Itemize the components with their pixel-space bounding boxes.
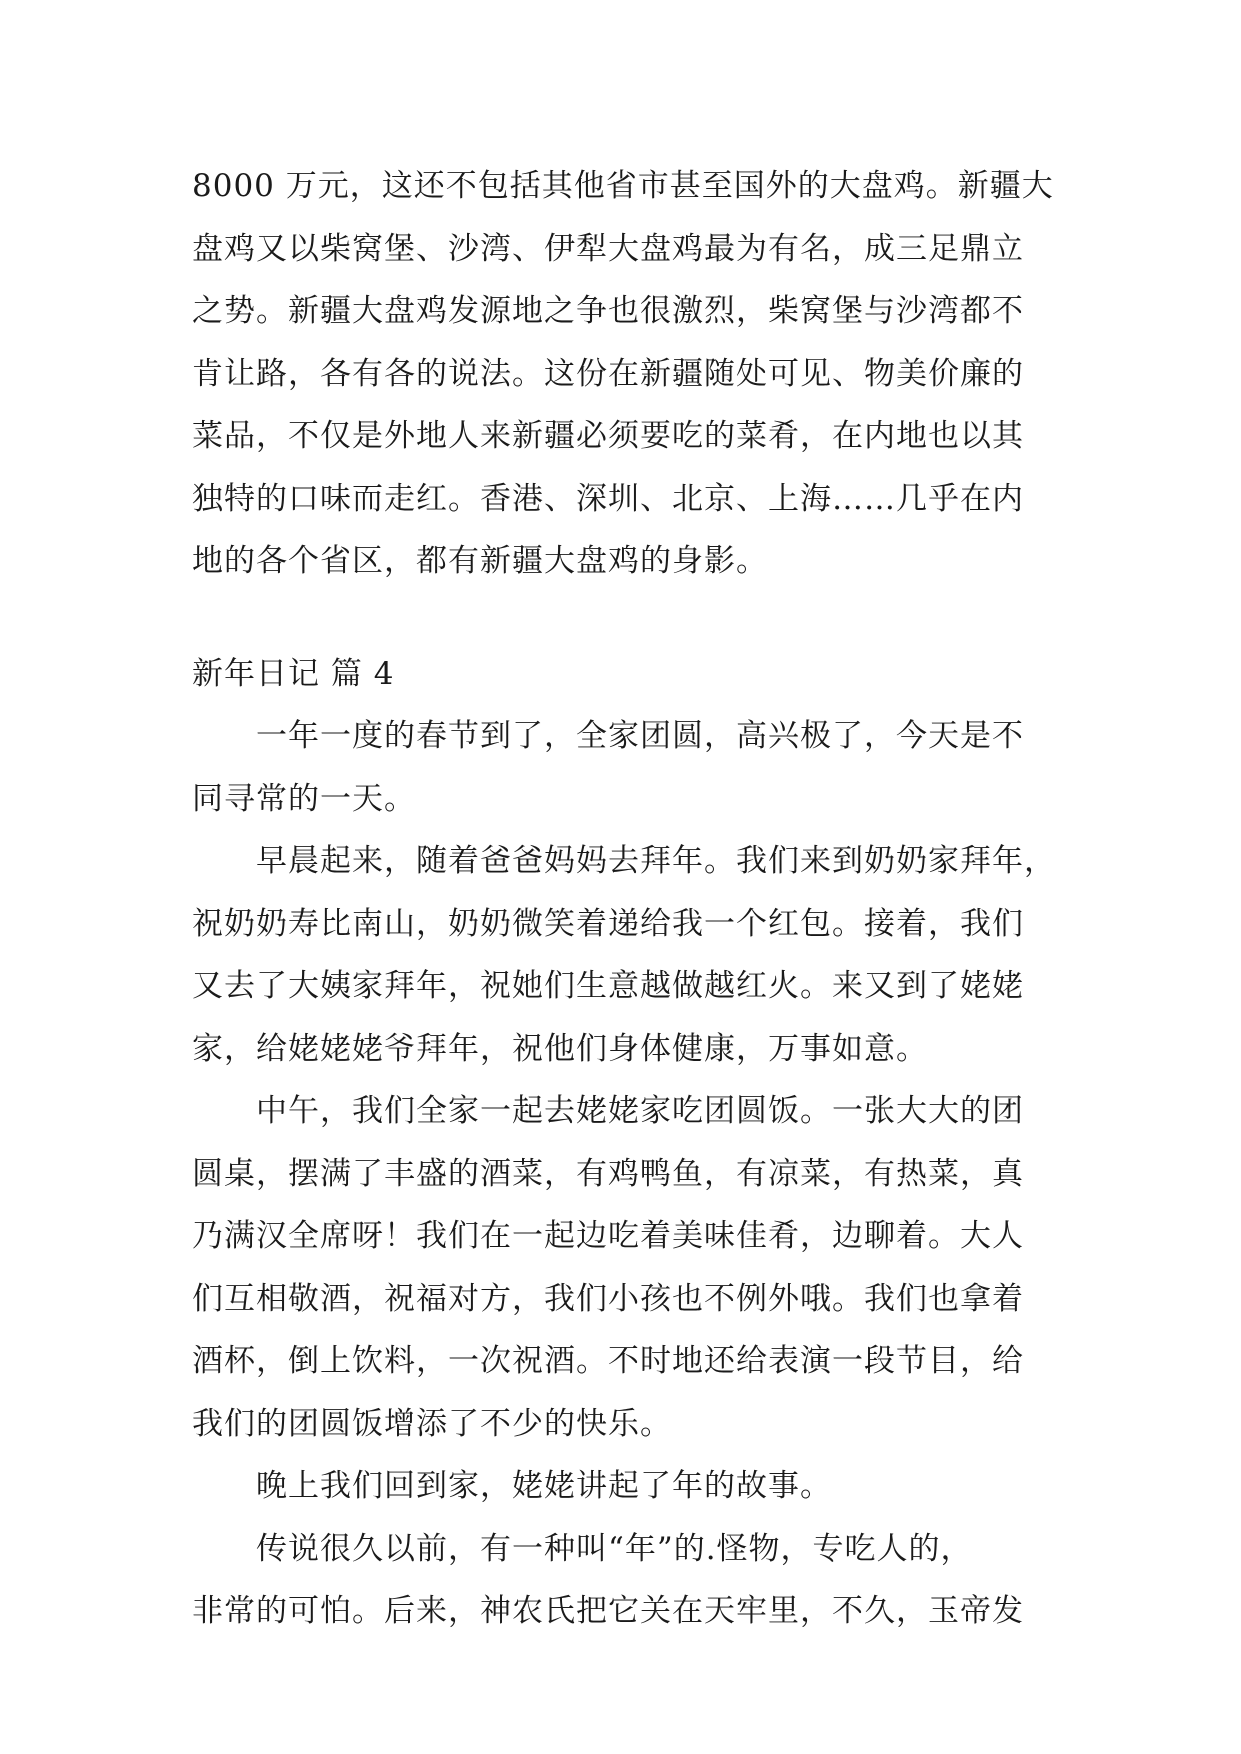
paragraph bbox=[192, 830, 1056, 1080]
paragraph bbox=[192, 1518, 1052, 1643]
text-line: 又去了大姨家拜年，祝她们生意越做越红火。来又到了姥姥 bbox=[192, 968, 1024, 1004]
text-line: 肯让路，各有各的说法。这份在新疆随处可见、物美价廉的 bbox=[192, 355, 1024, 392]
text-line: 传说很久以前，有一种叫“年”的.怪物，专吃人的， bbox=[256, 1530, 973, 1567]
text-line: 之势。新疆大盘鸡发源地之争也很激烈，柴窝堡与沙湾都不 bbox=[192, 293, 1024, 329]
continuation-block bbox=[192, 155, 1052, 593]
text-line: 们互相敬酒，祝福对方，我们小孩也不例外哦。我们也拿着 bbox=[192, 1280, 1024, 1317]
text-line: 中午，我们全家一起去姥姥家吃团圆饭。一张大大的团 bbox=[256, 1093, 1024, 1129]
text-line: 圆桌，摆满了丰盛的酒菜，有鸡鸭鱼，有凉菜，有热菜，真 bbox=[192, 1155, 1024, 1192]
text-line: 家，给姥姥姥爷拜年，祝他们身体健康，万事如意。 bbox=[192, 1030, 928, 1067]
text-line: 地的各个省区，都有新疆大盘鸡的身影。 bbox=[192, 543, 768, 579]
text-line: 同寻常的一天。 bbox=[192, 780, 416, 817]
text-line: 盘鸡又以柴窝堡、沙湾、伊犁大盘鸡最为有名，成三足鼎立 bbox=[192, 230, 1024, 267]
paragraph bbox=[192, 1080, 1052, 1455]
text-line: 祝奶奶寿比南山，奶奶微笑着递给我一个红包。接着，我们 bbox=[192, 905, 1024, 942]
text-line: 酒杯，倒上饮料，一次祝酒。不时地还给表演一段节目，给 bbox=[192, 1343, 1024, 1379]
document-page bbox=[192, 155, 1056, 1643]
paragraph bbox=[192, 1455, 1052, 1518]
text-line: 乃满汉全席呀！我们在一起边吃着美味佳肴，边聊着。大人 bbox=[192, 1218, 1024, 1254]
text-line: 独特的口味而走红。香港、深圳、北京、上海……几乎在内 bbox=[192, 480, 1024, 517]
text-line: 非常的可怕。后来，神农氏把它关在天牢里，不久，玉帝发 bbox=[192, 1593, 1024, 1629]
text-line: 我们的团圆饭增添了不少的快乐。 bbox=[192, 1405, 672, 1442]
text-line: 早晨起来，随着爸爸妈妈去拜年。我们来到奶奶家拜年， bbox=[256, 843, 1056, 879]
text-line: 8000 万元，这还不包括其他省市甚至国外的大盘鸡。新疆大 bbox=[192, 168, 1054, 204]
text-line: 菜品，不仅是外地人来新疆必须要吃的菜肴，在内地也以其 bbox=[192, 418, 1024, 454]
section-heading: 新年日记 篇 4 bbox=[192, 655, 395, 692]
paragraph bbox=[192, 705, 1052, 830]
text-line: 一年一度的春节到了，全家团圆，高兴极了，今天是不 bbox=[256, 718, 1024, 754]
text-line: 晚上我们回到家，姥姥讲起了年的故事。 bbox=[256, 1468, 832, 1504]
